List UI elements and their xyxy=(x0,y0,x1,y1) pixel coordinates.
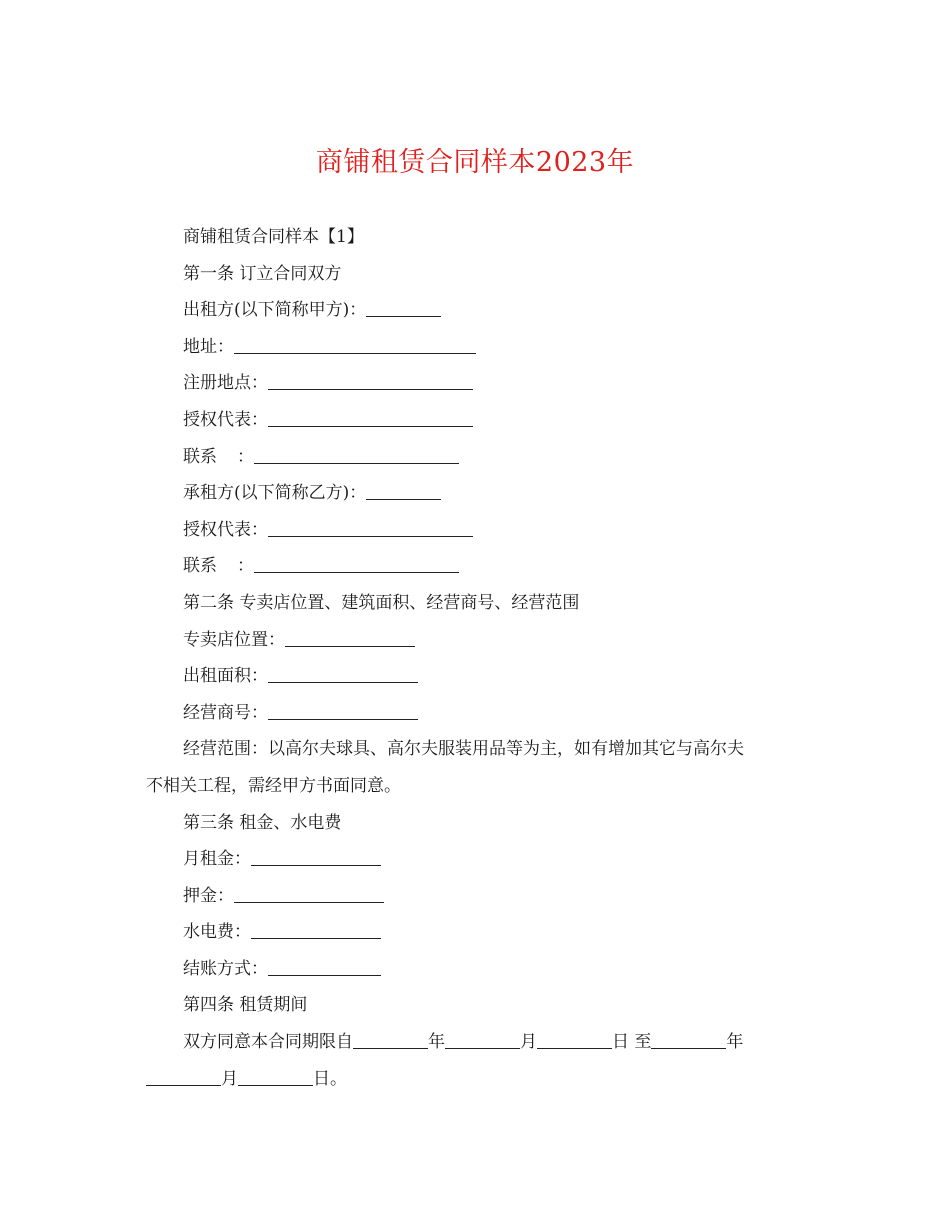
monthly-rent-label: 月租金： xyxy=(183,849,251,870)
article-2-title: 第二条 专卖店位置、建筑面积、经营商号、经营范围 xyxy=(183,592,580,613)
auth-rep-2-blank xyxy=(268,518,473,537)
deposit-line xyxy=(146,878,806,915)
trade-name-blank xyxy=(268,701,418,720)
lessor-blank xyxy=(366,298,441,317)
contact-2-line xyxy=(146,548,806,585)
monthly-rent-blank xyxy=(251,847,381,866)
address-blank xyxy=(234,335,476,354)
lessor-label: 出租方(以下简称甲方)： xyxy=(183,300,367,321)
reg-place-label: 注册地点： xyxy=(183,373,268,394)
scope-line-2: 不相关工程，需经甲方书面同意。 xyxy=(146,775,401,796)
deposit-blank xyxy=(234,884,384,903)
address-label: 地址： xyxy=(183,336,234,357)
term-year-label: 年 xyxy=(428,1032,445,1053)
scope-line-1: 经营范围：以高尔夫球具、高尔夫服装用品等为主，如有增加其它与高尔夫 xyxy=(183,739,744,760)
store-location-blank xyxy=(285,628,415,647)
contact-2-colon: ： xyxy=(237,556,254,577)
rent-area-label: 出租面积： xyxy=(183,666,268,687)
store-location-label: 专卖店位置： xyxy=(183,629,285,650)
trade-name-line xyxy=(146,695,806,732)
term-year2-label: 年 xyxy=(726,1032,744,1053)
settlement-label: 结账方式： xyxy=(183,958,268,979)
term-start-day-blank xyxy=(537,1030,612,1049)
document-body xyxy=(146,219,806,1097)
settlement-line xyxy=(146,951,806,988)
term-month2-label: 月 xyxy=(221,1068,238,1089)
lessor-line xyxy=(146,292,806,329)
settlement-blank xyxy=(268,957,381,976)
utilities-label: 水电费： xyxy=(183,922,251,943)
term-day2-label: 日。 xyxy=(313,1068,347,1089)
reg-place-line xyxy=(146,365,806,402)
term-end-year-blank xyxy=(651,1030,726,1049)
term-end-day-blank xyxy=(238,1067,313,1086)
utilities-blank xyxy=(251,920,381,939)
contact-2-label: 联系 xyxy=(183,556,217,577)
article-3-title: 第三条 租金、水电费 xyxy=(183,812,342,833)
trade-name-label: 经营商号： xyxy=(183,702,268,723)
contact-1-line xyxy=(146,439,806,476)
article-4-title: 第四条 租赁期间 xyxy=(183,995,308,1016)
contact-1-blank xyxy=(254,445,459,464)
lessee-line xyxy=(146,475,806,512)
lessee-blank xyxy=(366,481,441,500)
auth-rep-1-label: 授权代表： xyxy=(183,409,268,430)
lessee-label: 承租方(以下简称乙方)： xyxy=(183,483,367,504)
utilities-line xyxy=(146,914,806,951)
auth-rep-2-line xyxy=(146,512,806,549)
auth-rep-1-blank xyxy=(268,408,473,427)
article-1-title: 第一条 订立合同双方 xyxy=(183,263,342,284)
term-intro: 双方同意本合同期限自 xyxy=(183,1032,353,1053)
reg-place-blank xyxy=(268,371,473,390)
contract-heading: 商铺租赁合同样本【1】 xyxy=(183,227,364,247)
term-line-2 xyxy=(146,1061,806,1098)
document-title: 商铺租赁合同样本2023年 xyxy=(315,147,635,178)
address-line xyxy=(146,329,806,366)
contact-2-blank xyxy=(254,554,459,573)
contact-1-colon: ： xyxy=(237,446,254,467)
auth-rep-2-label: 授权代表： xyxy=(183,519,268,540)
term-start-year-blank xyxy=(353,1030,428,1049)
term-start-month-blank xyxy=(445,1030,520,1049)
rent-area-blank xyxy=(268,664,418,683)
term-day-to-label: 日 至 xyxy=(612,1032,652,1053)
auth-rep-1-line xyxy=(146,402,806,439)
term-end-month-blank xyxy=(146,1067,221,1086)
contact-1-label: 联系 xyxy=(183,446,217,467)
term-month-label: 月 xyxy=(520,1032,537,1053)
monthly-rent-line xyxy=(146,841,806,878)
term-line-1 xyxy=(146,1024,806,1061)
deposit-label: 押金： xyxy=(183,885,234,906)
rent-area-line xyxy=(146,658,806,695)
store-location-line xyxy=(146,622,806,659)
